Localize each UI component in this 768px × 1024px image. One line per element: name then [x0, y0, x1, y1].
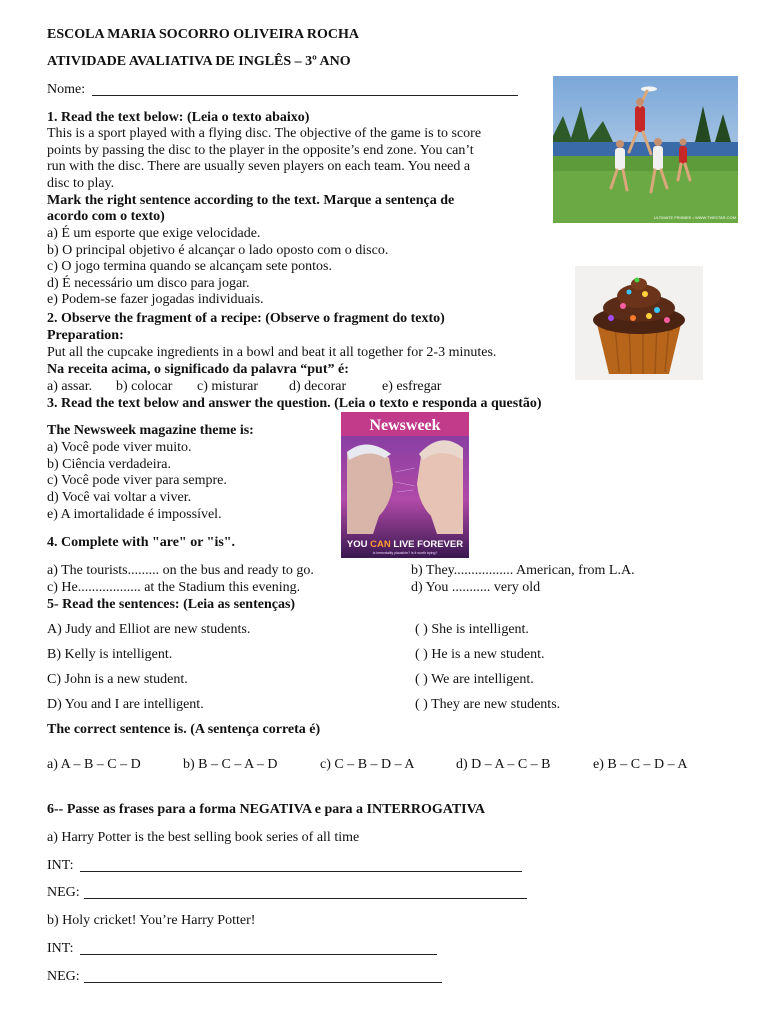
q5-match-3[interactable]: ( ) We are intelligent. — [415, 672, 534, 687]
magazine-title: Newsweek — [369, 417, 441, 434]
q2-title: 2. Observe the fragment of a recipe: (Observe o fragment do texto) — [47, 311, 445, 326]
q5-answer-d[interactable]: d) D – A – C – B — [456, 757, 551, 772]
q5-sentence-a: A) Judy and Elliot are new students. — [47, 622, 251, 637]
cupcake-photo — [575, 266, 703, 380]
q3-option-b[interactable]: b) Ciência verdadeira. — [47, 457, 171, 472]
q2-prep-label: Preparation: — [47, 328, 124, 343]
q6-title: 6-- Passe as frases para a forma NEGATIVA e para a INTERROGATIVA — [47, 802, 486, 817]
newsweek-cover-image — [341, 412, 469, 558]
q6-b-neg-label: NEG: — [47, 969, 80, 984]
q6-a-int-answer-line[interactable] — [80, 871, 522, 872]
q3-option-c[interactable]: c) Você pode viver para sempre. — [47, 473, 227, 488]
q6-sentence-b: b) Holy cricket! You’re Harry Potter! — [47, 913, 256, 928]
q3-question: The Newsweek magazine theme is: — [47, 423, 254, 438]
q1-option-b[interactable]: b) O principal objetivo é alcançar o lado oposto com o disco. — [47, 243, 389, 258]
q5-answer-c[interactable]: c) C – B – D – A — [320, 757, 415, 772]
q2-question: Na receita acima, o significado da palavra “put” é: — [47, 362, 349, 377]
q1-text-line: This is a sport played with a flying disc. The objective of the game is to score — [47, 126, 482, 141]
q6-b-int-answer-line[interactable] — [80, 954, 437, 955]
q6-b-neg-answer-line[interactable] — [84, 982, 442, 983]
activity-title: ATIVIDADE AVALIATIVA DE INGLÊS – 3º ANO — [47, 54, 351, 69]
q5-answer-b[interactable]: b) B – C – A – D — [183, 757, 278, 772]
name-label: Nome: — [47, 82, 86, 97]
q3-option-a[interactable]: a) Você pode viver muito. — [47, 440, 192, 455]
q6-b-int-label: INT: — [47, 941, 74, 956]
q2-option-b[interactable]: b) colocar — [116, 379, 173, 394]
q1-text-line: points by passing the disc to the player in the opposite’s end zone. You can’t — [47, 143, 474, 158]
q5-answer-a[interactable]: a) A – B – C – D — [47, 757, 141, 772]
q4-item-a[interactable]: a) The tourists......... on the bus and ready to go. — [47, 563, 314, 578]
q5-match-4[interactable]: ( ) They are new students. — [415, 697, 561, 712]
q1-option-e[interactable]: e) Podem-se fazer jogadas individuais. — [47, 292, 264, 307]
q5-match-1[interactable]: ( ) She is intelligent. — [415, 622, 529, 637]
q2-option-a[interactable]: a) assar. — [47, 379, 93, 394]
q5-answer-e[interactable]: e) B – C – D – A — [593, 757, 688, 772]
q3-title: 3. Read the text below and answer the question. (Leia o texto e responda a questão) — [47, 396, 542, 411]
q4-item-d[interactable]: d) You ........... very old — [411, 580, 541, 595]
q1-title: 1. Read the text below: (Leia o texto abaixo) — [47, 110, 310, 125]
q5-match-2[interactable]: ( ) He is a new student. — [415, 647, 545, 662]
cover-headline-can: CAN — [370, 539, 391, 550]
cover-headline-part: LIVE FOREVER — [390, 539, 464, 550]
q5-question: The correct sentence is. (A sentença correta é) — [47, 722, 321, 737]
q1-instruction: Mark the right sentence according to the text. Marque a sentença de — [47, 193, 455, 208]
cover-headline-part: YOU — [346, 539, 371, 550]
q3-option-d[interactable]: d) Você vai voltar a viver. — [47, 490, 192, 505]
q1-text-line: run with the disc. There are usually seven players on each team. You need a — [47, 159, 471, 174]
q6-a-neg-answer-line[interactable] — [84, 898, 527, 899]
q6-a-int-label: INT: — [47, 858, 74, 873]
q6-a-neg-label: NEG: — [47, 885, 80, 900]
svg-text:YOU CAN LIVE FOREVER — [347, 539, 463, 550]
q5-sentence-c: C) John is a new student. — [47, 672, 188, 687]
q1-option-c[interactable]: c) O jogo termina quando se alcançam sete pontos. — [47, 259, 332, 274]
frisbee-game-photo — [553, 76, 738, 223]
q2-option-e[interactable]: e) esfregar — [382, 379, 442, 394]
q2-option-c[interactable]: c) misturar — [197, 379, 259, 394]
q4-title: 4. Complete with "are" or "is". — [47, 535, 236, 550]
q3-option-e[interactable]: e) A imortalidade é impossível. — [47, 507, 222, 522]
q4-item-b[interactable]: b) They................. American, from L.A. — [411, 563, 635, 578]
q5-sentence-b: B) Kelly is intelligent. — [47, 647, 173, 662]
q1-text-line: disc to play. — [47, 176, 115, 191]
q6-sentence-a: a) Harry Potter is the best selling book series of all time — [47, 830, 360, 845]
q5-sentence-d: D) You and I are intelligent. — [47, 697, 204, 712]
q2-prep-text: Put all the cupcake ingredients in a bowl and beat it all together for 2-3 minutes. — [47, 345, 497, 360]
q5-title: 5- Read the sentences: (Leia as sentenças) — [47, 597, 296, 612]
photo-caption: ULTIMATE FRISBEE • WWW.THESTAR.COM — [653, 215, 736, 220]
school-name: ESCOLA MARIA SOCORRO OLIVEIRA ROCHA — [47, 27, 359, 42]
q1-option-a[interactable]: a) É um esporte que exige velocidade. — [47, 226, 261, 241]
cover-subtitle: Is immortality plausible? Is it worth trying? — [372, 551, 438, 555]
q1-instruction: acordo com o texto) — [47, 209, 165, 224]
q1-option-d[interactable]: d) É necessário um disco para jogar. — [47, 276, 250, 291]
name-blank-line[interactable] — [92, 95, 518, 96]
q4-item-c[interactable]: c) He.................. at the Stadium this evening. — [47, 580, 301, 595]
q2-option-d[interactable]: d) decorar — [289, 379, 347, 394]
